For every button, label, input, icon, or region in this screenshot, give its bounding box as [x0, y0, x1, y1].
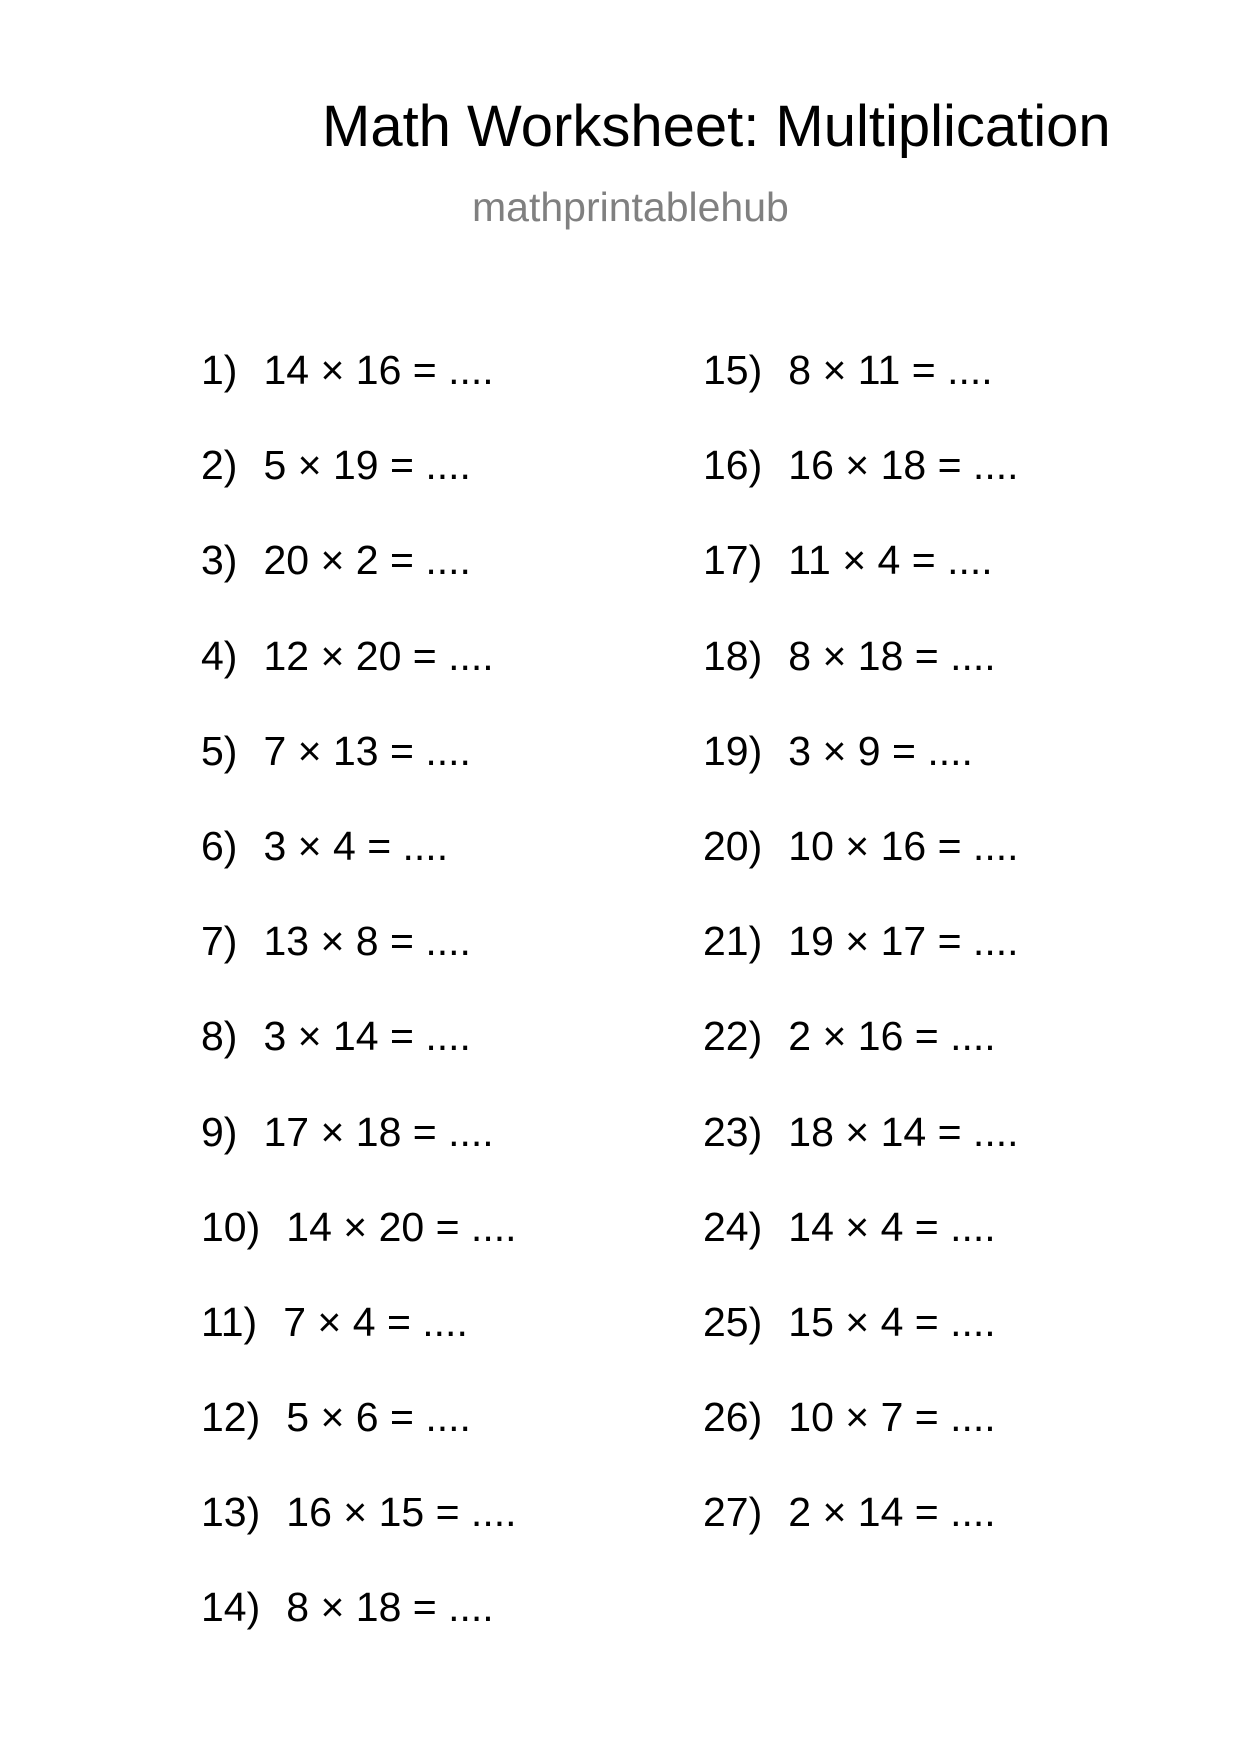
problem-expression: 18 × 14 = .... [788, 1108, 1019, 1155]
problem-number: 5) [201, 727, 238, 774]
problem-expression: 13 × 8 = .... [263, 918, 471, 965]
problem-expression: 5 × 6 = .... [286, 1394, 471, 1441]
problem-expression: 15 × 4 = .... [788, 1298, 996, 1345]
problem-number: 25) [703, 1298, 763, 1345]
problem-expression: 19 × 17 = .... [788, 918, 1019, 965]
problem-expression: 11 × 4 = .... [788, 537, 993, 584]
problem-23 [703, 1108, 1019, 1207]
problem-number: 3) [201, 537, 238, 584]
problem-expression: 3 × 14 = .... [263, 1013, 471, 1060]
problem-19 [703, 727, 1019, 826]
page-title: Math Worksheet: Multiplication [322, 94, 1111, 159]
left-problem-column [201, 347, 517, 1683]
problem-expression: 16 × 18 = .... [788, 442, 1019, 489]
problem-7 [201, 918, 517, 1016]
problem-16 [703, 442, 1019, 540]
problem-expression: 17 × 18 = .... [263, 1108, 494, 1155]
problem-6 [201, 822, 517, 921]
problem-expression: 8 × 18 = .... [286, 1584, 494, 1631]
problem-25 [703, 1298, 1019, 1397]
problem-number: 4) [201, 632, 238, 679]
problem-expression: 12 × 20 = .... [263, 632, 494, 679]
problem-12 [201, 1394, 517, 1492]
problem-number: 10) [201, 1203, 261, 1250]
problem-expression: 10 × 7 = .... [788, 1394, 996, 1441]
problem-number: 27) [703, 1489, 763, 1536]
problem-expression: 3 × 9 = .... [788, 727, 973, 774]
problem-number: 11) [201, 1298, 258, 1345]
problem-expression: 16 × 15 = .... [286, 1489, 517, 1536]
problem-26 [703, 1394, 1019, 1492]
problem-2 [201, 442, 517, 540]
problem-expression: 14 × 16 = .... [263, 347, 494, 393]
problem-number: 22) [703, 1013, 763, 1060]
problem-8 [201, 1013, 517, 1111]
problem-number: 1) [201, 347, 238, 393]
problem-number: 6) [201, 822, 238, 869]
problem-number: 19) [703, 727, 763, 774]
problem-number: 17) [703, 537, 763, 584]
problem-14 [201, 1584, 517, 1682]
problem-24 [703, 1203, 1019, 1302]
problem-number: 14) [201, 1584, 261, 1631]
problem-expression: 14 × 20 = .... [286, 1203, 517, 1250]
problem-22 [703, 1013, 1019, 1111]
problem-expression: 5 × 19 = .... [263, 442, 471, 489]
problem-18 [703, 632, 1019, 731]
problem-number: 24) [703, 1203, 763, 1250]
page-subtitle: mathprintablehub [472, 184, 789, 230]
problem-9 [201, 1108, 517, 1207]
problem-number: 21) [703, 918, 763, 965]
problem-number: 12) [201, 1394, 261, 1441]
problem-10 [201, 1203, 517, 1302]
problem-expression: 8 × 18 = .... [788, 632, 996, 679]
problem-21 [703, 918, 1019, 1016]
problem-1 [201, 347, 517, 445]
problem-expression: 14 × 4 = .... [788, 1203, 996, 1250]
right-problem-column [703, 347, 1019, 1587]
problem-expression: 2 × 16 = .... [788, 1013, 996, 1060]
problem-number: 26) [703, 1394, 763, 1441]
problem-number: 15) [703, 347, 763, 393]
problem-expression: 3 × 4 = .... [263, 822, 449, 869]
problem-11 [201, 1298, 517, 1397]
problem-5 [201, 727, 517, 826]
problem-number: 16) [703, 442, 763, 489]
problem-27 [703, 1489, 1019, 1587]
problem-number: 23) [703, 1108, 763, 1155]
problem-4 [201, 632, 517, 731]
problem-number: 13) [201, 1489, 261, 1536]
problem-expression: 7 × 4 = .... [283, 1298, 468, 1345]
problem-expression: 10 × 16 = .... [788, 822, 1019, 869]
problem-number: 7) [201, 918, 238, 965]
problem-number: 2) [201, 442, 238, 489]
problem-20 [703, 822, 1019, 921]
problem-number: 18) [703, 632, 763, 679]
problem-expression: 20 × 2 = .... [263, 537, 471, 584]
problem-13 [201, 1489, 517, 1587]
problem-3 [201, 537, 517, 635]
problem-expression: 7 × 13 = .... [263, 727, 471, 774]
problem-15 [703, 347, 1019, 445]
problem-expression: 8 × 11 = .... [788, 347, 993, 393]
problem-number: 9) [201, 1108, 238, 1155]
problem-17 [703, 537, 1019, 635]
problem-expression: 2 × 14 = .... [788, 1489, 996, 1536]
problem-number: 8) [201, 1013, 238, 1060]
problem-number: 20) [703, 822, 763, 869]
